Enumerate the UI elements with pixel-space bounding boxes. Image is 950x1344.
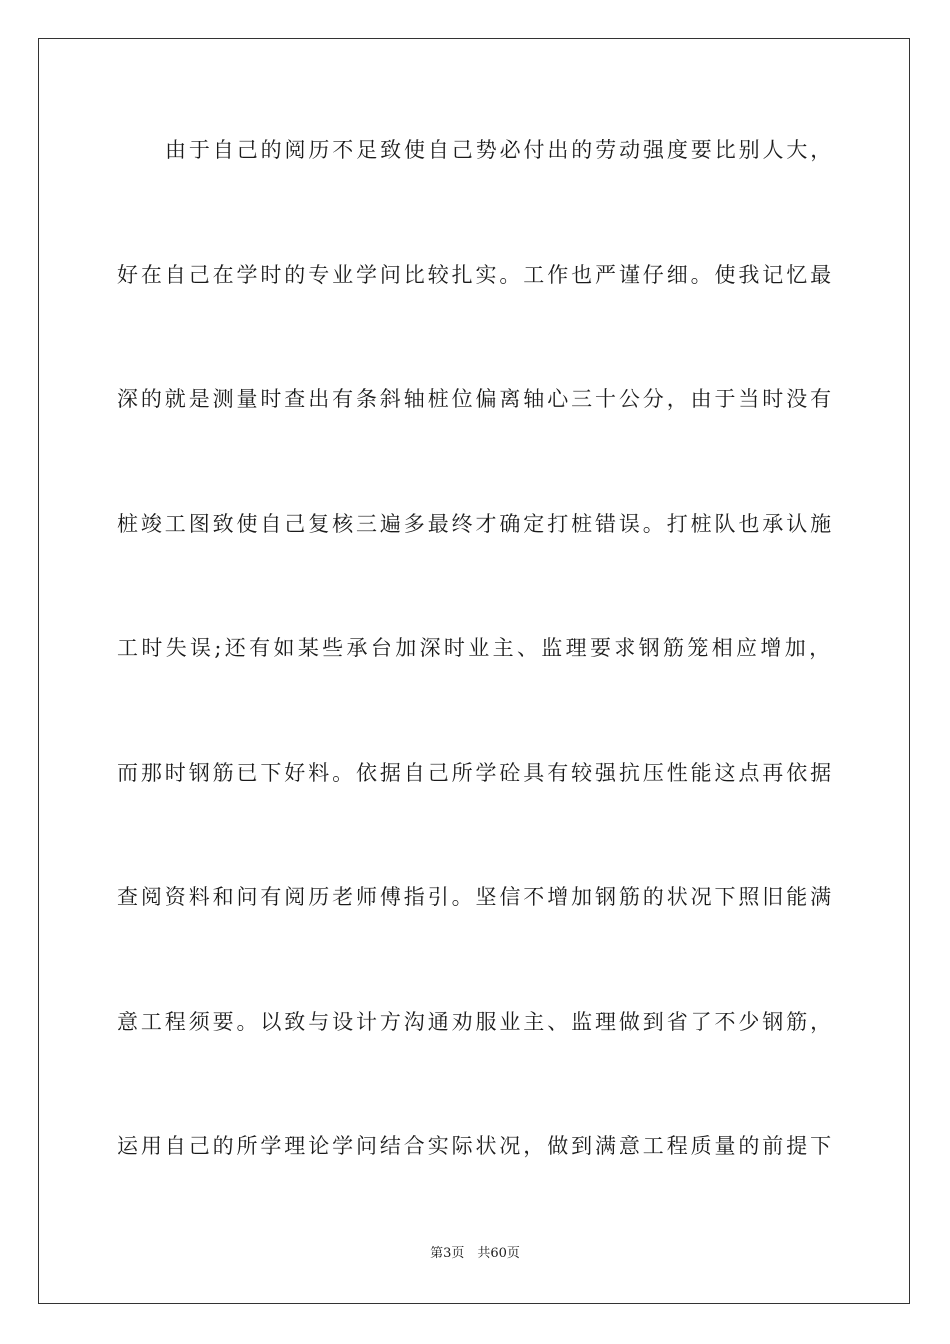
paragraph-line-6: 而那时钢筋已下好料。依据自己所学砼具有较强抗压性能这点再依据 [117, 761, 834, 785]
page-border [38, 38, 910, 1304]
paragraph-line-7: 查阅资料和问有阅历老师傅指引。坚信不增加钢筋的状况下照旧能满 [117, 885, 834, 909]
paragraph-line-9: 运用自己的所学理论学问结合实际状况，做到满意工程质量的前提下 [117, 1134, 834, 1158]
paragraph-line-1: 由于自己的阅历不足致使自己势必付出的劳动强度要比别人大， [165, 138, 835, 162]
paragraph-line-8: 意工程须要。以致与设计方沟通劝服业主、监理做到省了不少钢筋， [117, 1010, 834, 1034]
page-number-footer: 第3页 共60页 [430, 1246, 520, 1261]
paragraph-line-5: 工时失误;还有如某些承台加深时业主、监理要求钢筋笼相应增加， [117, 636, 833, 660]
paragraph-line-3: 深的就是测量时查出有条斜轴桩位偏离轴心三十公分，由于当时没有 [117, 387, 834, 411]
paragraph-line-2: 好在自己在学时的专业学问比较扎实。工作也严谨仔细。使我记忆最 [117, 263, 834, 287]
paragraph-line-4: 桩竣工图致使自己复核三遍多最终才确定打桩错误。打桩队也承认施 [117, 512, 834, 536]
